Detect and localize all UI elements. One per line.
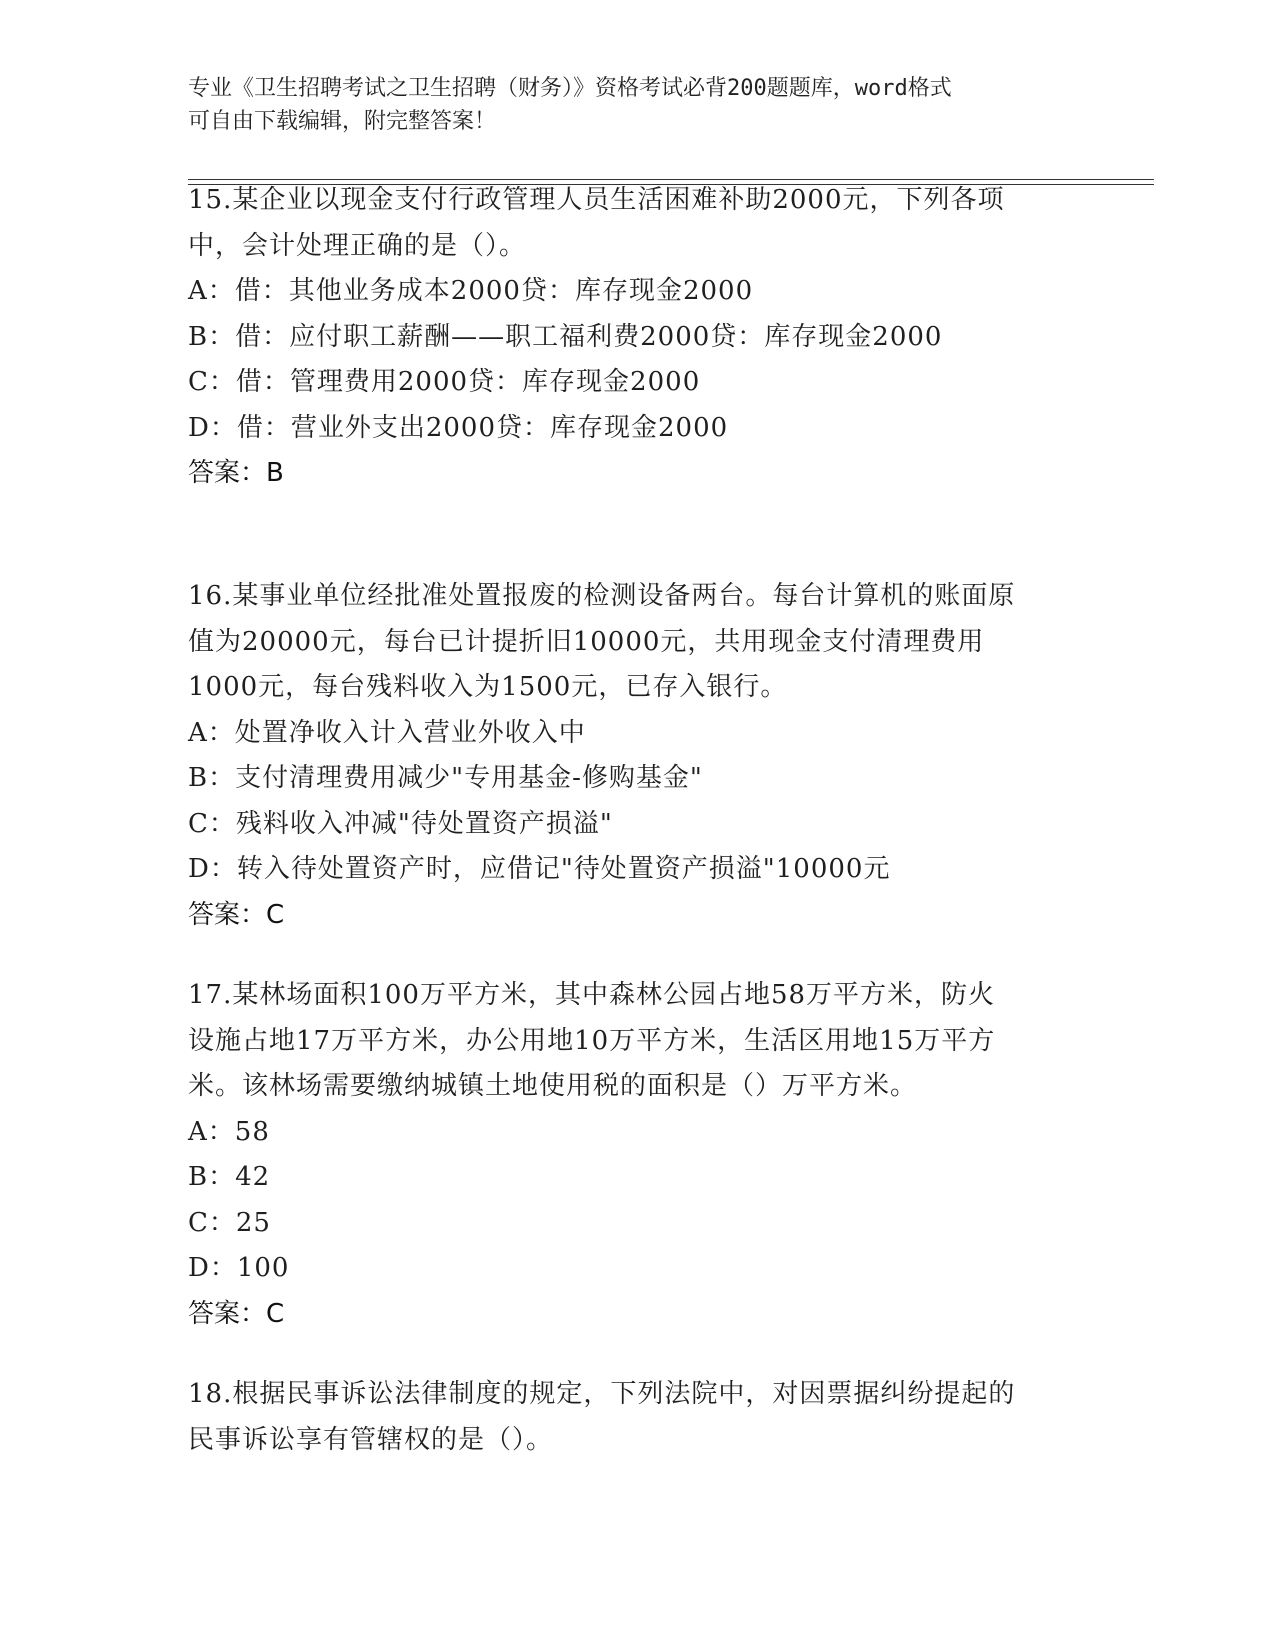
option-a: A：处置净收入计入营业外收入中 <box>188 717 586 748</box>
answer-label: 答案：B <box>188 458 284 488</box>
option-d: D：借：营业外支出2000贷：库存现金2000 <box>188 412 729 443</box>
option-d: D：转入待处置资产时，应借记"待处置资产损溢"10000元 <box>188 854 891 884</box>
header-line-1: 专业《卫生招聘考试之卫生招聘（财务）》资格考试必背200题题库，word格式 <box>188 76 952 101</box>
question-stem-line: 18.根据民事诉讼法律制度的规定，下列法院中，对因票据纠纷提起的 <box>188 1379 1016 1409</box>
question-stem-line: 值为20000元，每台已计提折旧10000元，共用现金支付清理费用 <box>188 626 985 657</box>
option-a: A：58 <box>188 1116 270 1147</box>
question-16 <box>188 574 1088 938</box>
option-b: B：支付清理费用减少"专用基金-修购基金" <box>188 763 703 793</box>
option-c: C：25 <box>188 1207 271 1238</box>
question-stem-line: 15.某企业以现金支付行政管理人员生活困难补助2000元，下列各项 <box>188 185 1005 215</box>
question-17 <box>188 973 1088 1337</box>
question-stem-line: 1000元，每台残料收入为1500元，已存入银行。 <box>188 672 788 702</box>
question-15 <box>188 178 1088 497</box>
question-stem-line: 16.某事业单位经批准处置报废的检测设备两台。每台计算机的账面原 <box>188 581 1016 611</box>
answer-label: 答案：C <box>188 1298 285 1329</box>
question-stem-line: 17.某林场面积100万平方米，其中森林公园占地58万平方米，防火 <box>188 980 996 1010</box>
answer-label: 答案：C <box>188 899 285 930</box>
question-stem-line: 民事诉讼享有管辖权的是（）。 <box>188 1424 554 1455</box>
question-stem-line: 中，会计处理正确的是（）。 <box>188 230 527 261</box>
option-d: D：100 <box>188 1253 290 1283</box>
header-line-2: 可自由下载编辑，附完整答案！ <box>188 109 497 134</box>
question-stem-line: 设施占地17万平方米，办公用地10万平方米，生活区用地15万平方 <box>188 1025 996 1056</box>
question-stem-line: 米。该林场需要缴纳城镇土地使用税的面积是（）万平方米。 <box>188 1071 918 1101</box>
option-a: A：借：其他业务成本2000贷：库存现金2000 <box>188 276 754 306</box>
option-c: C：残料收入冲减"待处置资产损溢" <box>188 808 613 839</box>
option-c: C：借：管理费用2000贷：库存现金2000 <box>188 367 701 397</box>
question-18 <box>188 1372 1088 1463</box>
document-header <box>188 72 1088 138</box>
option-b: B：借：应付职工薪酬——职工福利费2000贷：库存现金2000 <box>188 321 943 352</box>
option-b: B：42 <box>188 1162 271 1192</box>
